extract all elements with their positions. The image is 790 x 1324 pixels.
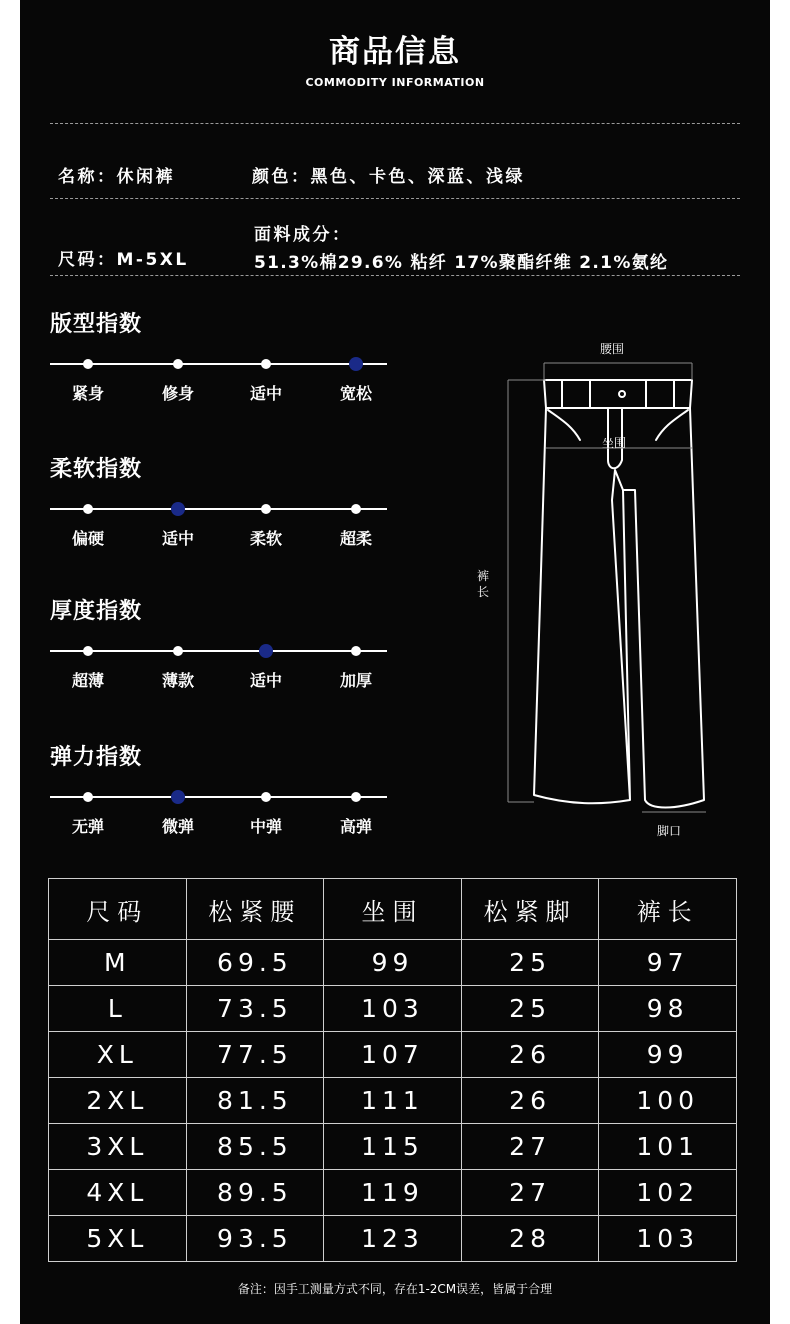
index-marker — [83, 359, 93, 369]
footnote: 备注：因手工测量方式不同，存在1-2CM误差，皆属于合理 — [237, 1282, 553, 1296]
divider — [50, 275, 740, 276]
table-cell: 98 — [599, 986, 737, 1032]
table-cell: 93.5 — [186, 1216, 324, 1262]
product-size-range: 尺码：M-5XL — [58, 250, 189, 270]
index-marker-selected — [259, 644, 273, 658]
button — [619, 391, 625, 397]
hem-label: 脚口 — [657, 824, 682, 838]
table-cell: 27 — [461, 1170, 599, 1216]
index-marker-selected — [349, 357, 363, 371]
divider — [50, 123, 740, 124]
index-marker — [351, 504, 361, 514]
index-scale-track — [50, 650, 387, 652]
table-cell: 3XL — [49, 1124, 187, 1170]
size-table — [48, 878, 737, 1262]
hip-label: 坐围 — [602, 436, 627, 450]
table-cell: 97 — [599, 940, 737, 986]
table-cell: XL — [49, 1032, 187, 1078]
index-level-label: 偏硬 — [71, 529, 104, 548]
table-cell: 4XL — [49, 1170, 187, 1216]
index-marker — [351, 646, 361, 656]
product-colors: 颜色：黑色、卡色、深蓝、浅绿 — [252, 167, 525, 187]
index-level-label: 宽松 — [339, 384, 372, 403]
index-marker — [261, 792, 271, 802]
table-cell: 73.5 — [186, 986, 324, 1032]
index-scale-track — [50, 363, 387, 365]
index-title: 版型指数 — [50, 312, 143, 337]
index-level-label: 超薄 — [71, 671, 104, 690]
table-row — [49, 1124, 737, 1170]
index-level-label: 修身 — [161, 384, 194, 403]
right-pocket — [656, 410, 688, 440]
index-level-label: 紧身 — [71, 384, 104, 403]
table-cell: M — [49, 940, 187, 986]
product-name: 名称：休闲裤 — [58, 167, 175, 187]
index-scale-track — [50, 796, 387, 798]
table-cell: 26 — [461, 1032, 599, 1078]
index-title: 柔软指数 — [50, 457, 143, 482]
table-cell: 89.5 — [186, 1170, 324, 1216]
index-level-label: 适中 — [249, 671, 282, 690]
table-cell: 28 — [461, 1216, 599, 1262]
fabric-composition: 51.3%棉29.6% 粘纤 17%聚酯纤维 2.1%氨纶 — [254, 253, 669, 273]
index-marker — [173, 359, 183, 369]
table-cell: 27 — [461, 1124, 599, 1170]
table-cell: 99 — [324, 940, 462, 986]
waist-label: 腰围 — [600, 342, 625, 356]
index-level-label: 高弹 — [339, 817, 372, 836]
index-level-label: 超柔 — [339, 529, 372, 548]
table-cell: 115 — [324, 1124, 462, 1170]
table-cell: 100 — [599, 1078, 737, 1124]
index-marker-selected — [171, 502, 185, 516]
table-cell: 119 — [324, 1170, 462, 1216]
table-cell: 111 — [324, 1078, 462, 1124]
index-marker — [261, 504, 271, 514]
table-row — [49, 986, 737, 1032]
index-level-label: 柔软 — [249, 529, 282, 548]
index-level-label: 适中 — [249, 384, 282, 403]
left-pocket — [548, 410, 580, 440]
index-scale-track — [50, 508, 387, 510]
table-row — [49, 1216, 737, 1262]
index-marker — [261, 359, 271, 369]
table-cell: 107 — [324, 1032, 462, 1078]
divider — [50, 198, 740, 199]
table-cell: 5XL — [49, 1216, 187, 1262]
index-marker — [83, 792, 93, 802]
table-cell: 77.5 — [186, 1032, 324, 1078]
index-marker — [83, 504, 93, 514]
table-cell: 69.5 — [186, 940, 324, 986]
page-subtitle: COMMODITY INFORMATION — [305, 76, 485, 89]
table-cell: L — [49, 986, 187, 1032]
table-row — [49, 1078, 737, 1124]
pants-diagram — [470, 330, 730, 840]
table-cell: 2XL — [49, 1078, 187, 1124]
index-level-label: 薄款 — [161, 671, 194, 690]
index-marker — [173, 646, 183, 656]
table-row — [49, 1170, 737, 1216]
table-cell: 25 — [461, 940, 599, 986]
table-row — [49, 1032, 737, 1078]
table-cell: 25 — [461, 986, 599, 1032]
table-cell: 81.5 — [186, 1078, 324, 1124]
index-level-label: 微弹 — [161, 817, 194, 836]
table-cell: 85.5 — [186, 1124, 324, 1170]
page-title: 商品信息 — [329, 34, 461, 70]
table-header-row — [49, 879, 737, 940]
table-cell: 123 — [324, 1216, 462, 1262]
table-cell: 103 — [324, 986, 462, 1032]
table-header-cell: 坐围 — [324, 879, 462, 940]
right-leg-outline — [623, 408, 704, 808]
length-label: 裤长 — [477, 569, 490, 599]
index-marker-selected — [171, 790, 185, 804]
index-marker — [351, 792, 361, 802]
table-cell: 26 — [461, 1078, 599, 1124]
table-cell: 101 — [599, 1124, 737, 1170]
index-title: 弹力指数 — [50, 745, 143, 770]
table-cell: 99 — [599, 1032, 737, 1078]
table-header-cell: 松紧腰 — [186, 879, 324, 940]
table-cell: 102 — [599, 1170, 737, 1216]
table-row — [49, 940, 737, 986]
fabric-label: 面料成分： — [254, 225, 352, 245]
index-level-label: 无弹 — [71, 817, 104, 836]
table-cell: 103 — [599, 1216, 737, 1262]
table-header-cell: 松紧脚 — [461, 879, 599, 940]
index-level-label: 适中 — [161, 529, 194, 548]
index-level-label: 中弹 — [249, 817, 282, 836]
index-level-label: 加厚 — [339, 671, 372, 690]
index-title: 厚度指数 — [50, 599, 143, 624]
table-header-cell: 尺码 — [49, 879, 187, 940]
index-marker — [83, 646, 93, 656]
table-body — [49, 940, 737, 1262]
table-header-cell: 裤长 — [599, 879, 737, 940]
